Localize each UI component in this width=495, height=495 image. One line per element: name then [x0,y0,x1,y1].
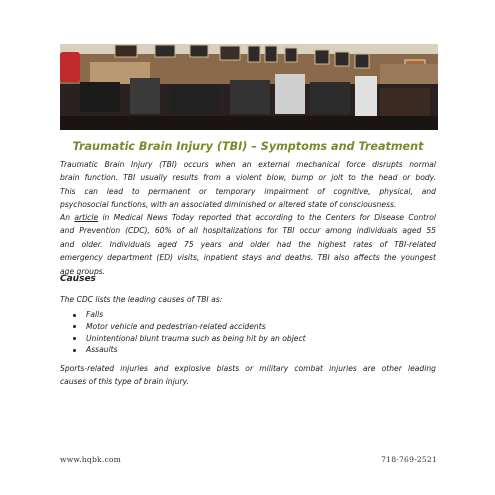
list-item: Motor vehicle and pedestrian-related accidents [70,321,306,333]
other-causes-line: Sports-related injuries and explosive blasts or military combat injuries are other leading [60,364,436,373]
gym-photo [60,44,438,130]
causes-list [70,309,306,356]
intro-line: This can lead to permanent or temporary impairment of cognitive, physical, and [60,186,436,196]
list-item: Unintentional blunt trauma such as being hit by an object [70,333,306,345]
causes-intro [60,293,436,306]
list-item: Assaults [70,344,306,356]
intro-line: brain function. TBI usually results from a violent blow, bump or jolt to the head or body. [60,173,436,183]
cdc-line-prefix: An [60,213,75,222]
footer-phone: 718-769-2521 [381,455,437,464]
cdc-line: and older. Individuals aged 75 years and older had the highest rates of TBI-related [60,239,436,249]
gym-banner-image [60,44,438,130]
causes-heading: Causes [60,274,96,284]
cdc-paragraph [60,211,436,278]
footer-website[interactable]: www.hqbk.com [60,455,122,464]
cdc-line: emergency department (ED) visits, inpatient stays and deaths. TBI also affects the youngest [60,253,436,263]
other-causes-paragraph [60,362,436,389]
page-title: Traumatic Brain Injury (TBI) – Symptoms and Treatment [72,140,424,153]
other-causes-line: causes of this type of brain injury. [60,377,189,387]
cdc-line-suffix: in Medical News Today reported that according to the Centers for Disease Control [98,213,436,222]
article-link[interactable]: article [74,213,99,222]
cdc-line-with-link [60,211,436,224]
intro-paragraph [60,158,436,212]
list-item: Falls [70,309,306,321]
cdc-line: age groups. [60,266,106,276]
intro-line: psychosocial functions, with an associated diminished or altered state of consciousness. [60,200,397,210]
causes-intro-line: The CDC lists the leading causes of TBI as: [60,295,223,304]
intro-line: Traumatic Brain Injury (TBI) occurs when an external mechanical force disrupts normal [60,160,436,169]
cdc-line: and Prevention (CDC), 60% of all hospitalizations for TBI occur among individuals aged 55 [60,226,436,236]
